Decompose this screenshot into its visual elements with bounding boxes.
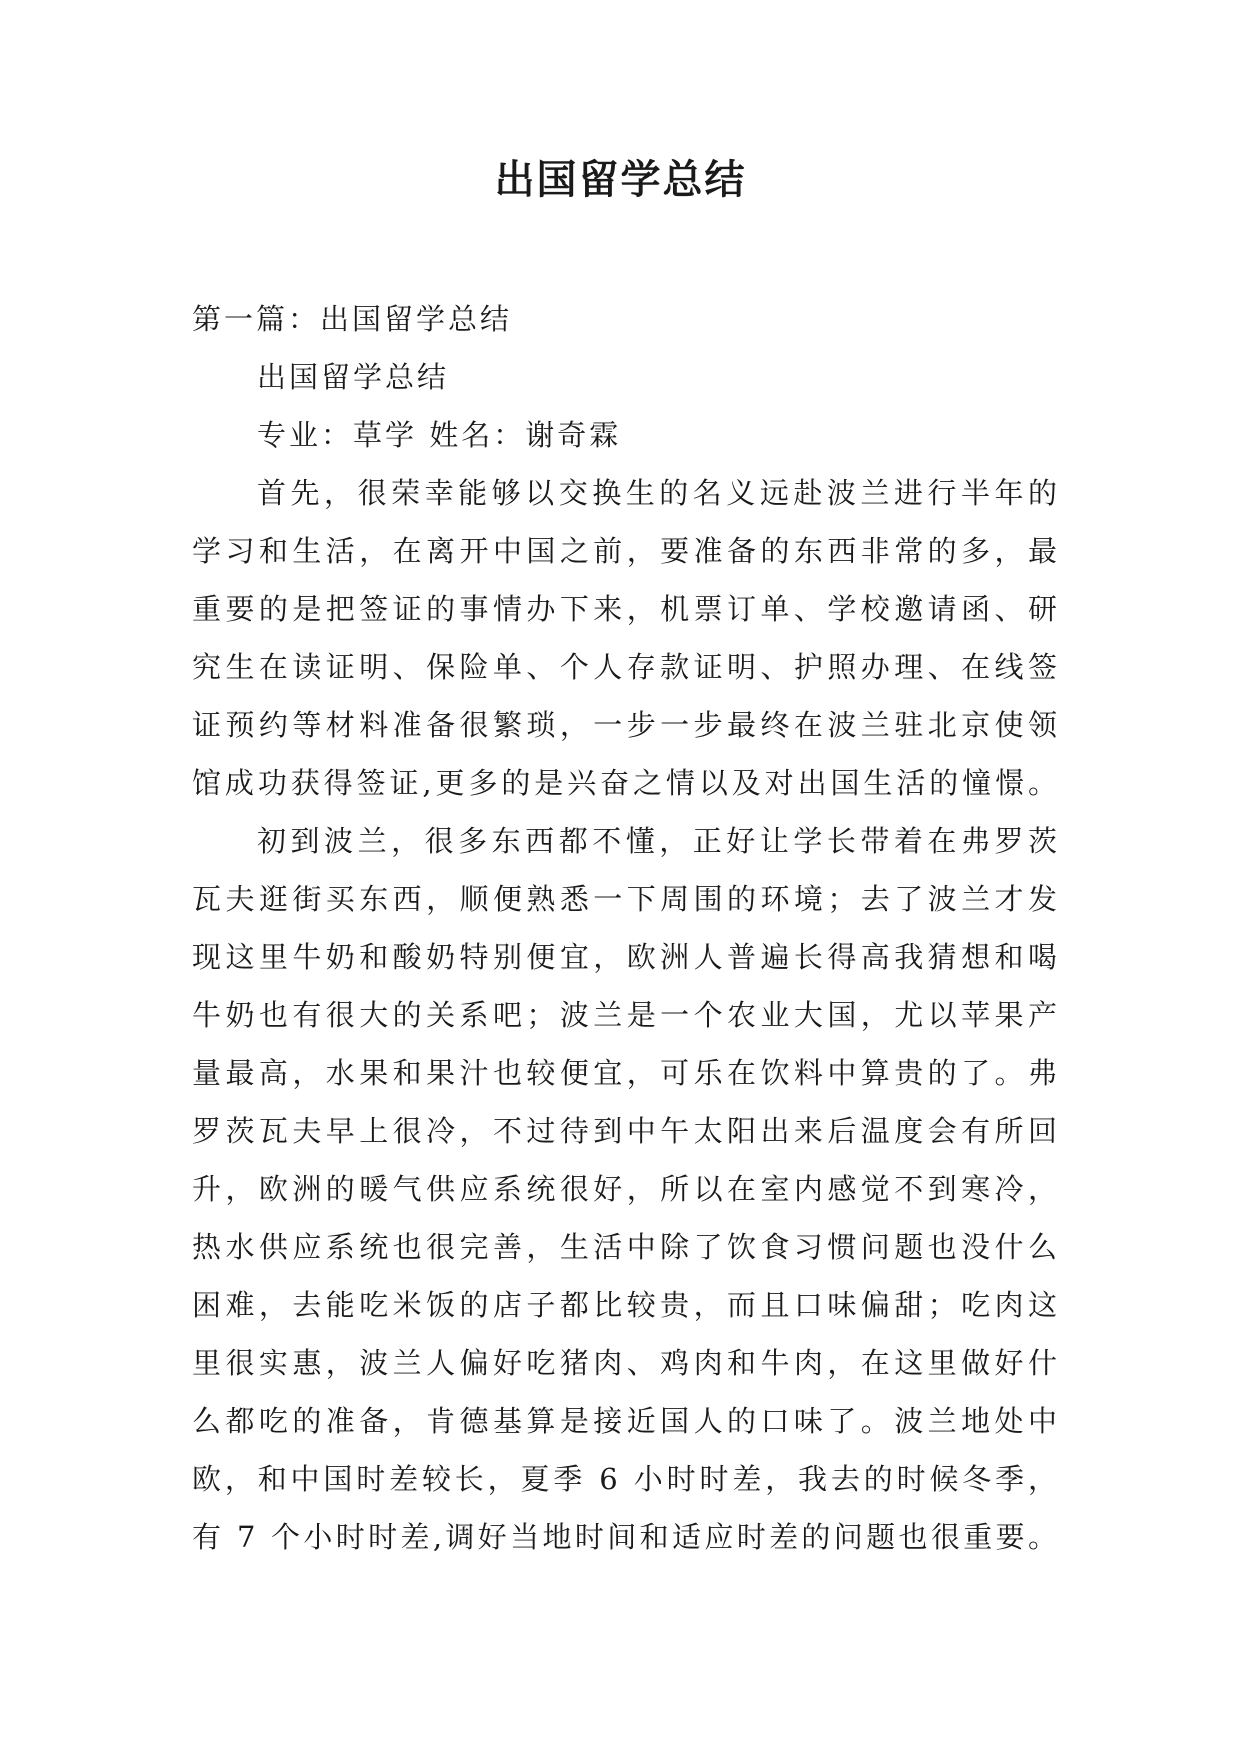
paragraph-line: 证预约等材料准备很繁琐，一步一步最终在波兰驻北京使领 (192, 708, 1060, 742)
section-title: 出国留学总结 (257, 360, 450, 394)
paragraph-line: 量最高，水果和果汁也较便宜，可乐在饮料中算贵的了。弗 (192, 1056, 1060, 1090)
paragraph-line: 瓦夫逛街买东西，顺便熟悉一下周围的环境；去了波兰才发 (192, 882, 1060, 916)
paragraph-line: 现这里牛奶和酸奶特别便宜，欧洲人普遍长得高我猜想和喝 (192, 940, 1060, 974)
document-body (192, 290, 1060, 1566)
paragraph-line: 升，欧洲的暖气供应系统很好，所以在室内感觉不到寒冷， (192, 1172, 1060, 1206)
paragraph-line: 究生在读证明、保险单、个人存款证明、护照办理、在线签 (192, 650, 1060, 684)
paragraph-line: 学习和生活，在离开中国之前，要准备的东西非常的多，最 (192, 534, 1060, 568)
paragraph-line: 困难，去能吃米饭的店子都比较贵，而且口味偏甜；吃肉这 (192, 1288, 1060, 1322)
paragraph-line: 馆成功获得签证,更多的是兴奋之情以及对出国生活的憧憬。 (192, 766, 1060, 800)
paragraph-line: 里很实惠，波兰人偏好吃猪肉、鸡肉和牛肉，在这里做好什 (192, 1346, 1060, 1380)
paragraph-line: 罗茨瓦夫早上很冷，不过待到中午太阳出来后温度会有所回 (192, 1114, 1060, 1148)
paragraph-line: 欧，和中国时差较长，夏季 6 小时时差，我去的时候冬季， (192, 1462, 1060, 1496)
author-info: 专业：草学 姓名：谢奇霖 (257, 418, 622, 452)
paragraph-line: 重要的是把签证的事情办下来，机票订单、学校邀请函、研 (192, 592, 1060, 626)
paragraph-line: 首先，很荣幸能够以交换生的名义远赴波兰进行半年的 (257, 476, 1060, 510)
paragraph-line: 初到波兰，很多东西都不懂，正好让学长带着在弗罗茨 (257, 824, 1060, 858)
paragraph-line: 么都吃的准备，肯德基算是接近国人的口味了。波兰地处中 (192, 1404, 1060, 1438)
chapter-heading: 第一篇：出国留学总结 (192, 302, 513, 336)
paragraph-line: 有 7 个小时时差,调好当地时间和适应时差的问题也很重要。 (192, 1520, 1060, 1554)
document-title: 出国留学总结 (494, 156, 747, 203)
paragraph-line: 牛奶也有很大的关系吧；波兰是一个农业大国，尤以苹果产 (192, 998, 1060, 1032)
paragraph-line: 热水供应系统也很完善，生活中除了饮食习惯问题也没什么 (192, 1230, 1060, 1264)
